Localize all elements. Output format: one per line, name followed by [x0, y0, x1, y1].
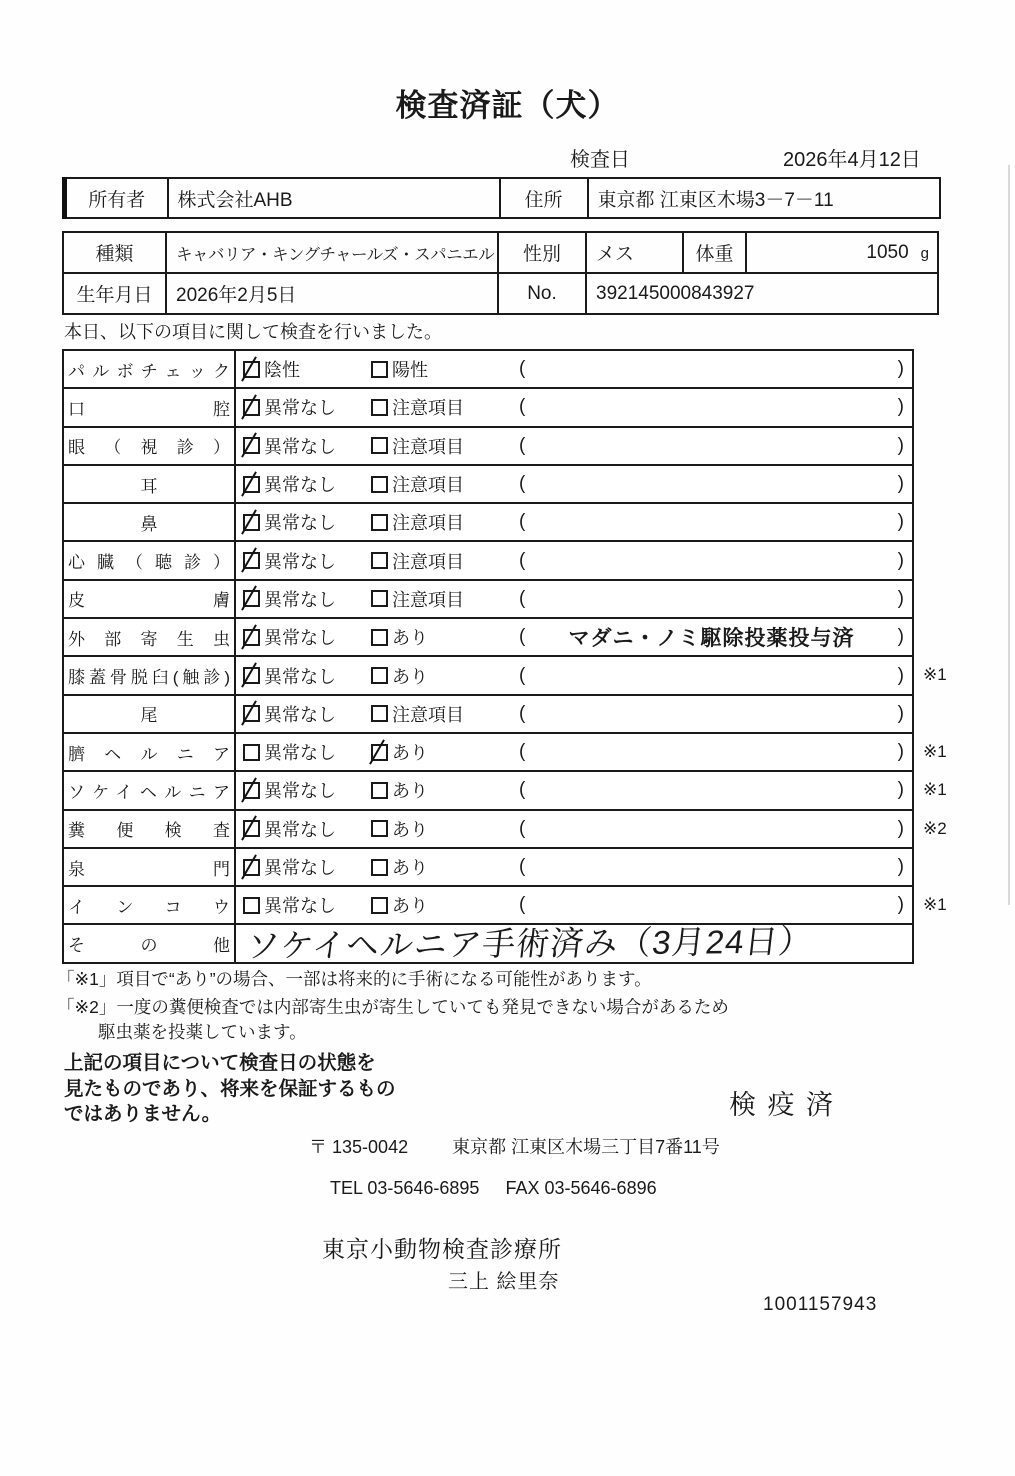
footnote-2-line1: 「※2」一度の糞便検査では内部寄生虫が寄生していても発見できない場合があるため [57, 997, 729, 1017]
check-row-other [64, 922, 912, 965]
checkbox-normal [243, 437, 260, 454]
check-row-inguinal-hernia: ソケイヘルニア 異常なし あり ( ) ※1 [64, 770, 912, 808]
footnote-marker: ※1 [923, 780, 947, 800]
open-paren: ( [519, 856, 526, 877]
scan-artifact-line [1008, 165, 1010, 905]
checkbox-normal [243, 629, 260, 646]
clinic-tel-fax [330, 1178, 657, 1199]
checkbox-label: 陽性 [392, 360, 428, 381]
postal-code: 135-0042 [332, 1137, 409, 1157]
owner-value: 株式会社AHB [168, 178, 500, 218]
intro-text: 本日、以下の項目に関して検査を行いました。 [64, 322, 442, 342]
close-paren: ) [897, 549, 904, 571]
checkbox-present [371, 859, 388, 876]
number-value: 392145000843927 [586, 273, 938, 314]
checkbox-caution [371, 399, 388, 416]
check-item-label: 泉門 [68, 859, 230, 879]
open-paren: ( [519, 626, 526, 648]
check-row-inkou: インコウ 異常なし あり ( ) ※1 [64, 885, 912, 923]
check-row-skin: 皮膚 異常なし 注意項目 ( ) [64, 579, 912, 617]
clinic-postal-address [309, 1133, 720, 1159]
serial-number: 1001157943 [763, 1294, 878, 1315]
close-paren: ) [897, 511, 904, 533]
fax-number: FAX 03-5646-6896 [505, 1178, 657, 1198]
check-row-external-parasites: 外部寄生虫 異常なし あり ( マダニ・ノミ駆除投薬投与済 ) [64, 617, 912, 655]
close-paren: ) [897, 434, 904, 456]
address-label: 住所 [500, 178, 588, 218]
birthdate-label: 生年月日 [63, 273, 166, 314]
check-item-label: 眼（視診） [68, 438, 230, 458]
checkbox-caution [371, 590, 388, 607]
footnote-marker: ※1 [923, 895, 947, 915]
open-paren: ( [519, 587, 526, 609]
checkbox-present [371, 820, 388, 837]
open-paren: ( [519, 511, 526, 533]
sex-value: メス [586, 232, 683, 273]
page-title: 検査済証（犬） [395, 88, 620, 123]
inspection-date-label: 検査日 [570, 149, 630, 171]
open-paren: ( [519, 817, 526, 839]
check-row-heart: 心臓（聴診） 異常なし 注意項目 ( ) [64, 540, 912, 578]
checkbox-normal [243, 590, 260, 607]
checkbox-normal [243, 820, 260, 837]
checkbox-normal [243, 399, 260, 416]
inspection-checklist [62, 349, 947, 965]
checkbox-label: 陰性 [264, 360, 300, 381]
close-paren: ) [897, 587, 904, 609]
check-item-label: 膝蓋骨脱臼(触診) [68, 668, 230, 688]
check-row-umbilical-hernia: 臍ヘルニア 異常なし あり ( ) ※1 [64, 732, 912, 770]
checkbox-normal [243, 514, 260, 531]
breed-label: 種類 [63, 232, 166, 273]
check-row-parvo [64, 351, 912, 387]
close-paren: ) [897, 741, 904, 763]
footnote-marker: ※2 [923, 818, 947, 838]
checkbox-positive [371, 361, 388, 378]
checkbox-caution [371, 437, 388, 454]
clinic-address: 東京都 江東区木場三丁目7番11号 [452, 1137, 720, 1157]
open-paren: ( [519, 396, 526, 418]
footnote-marker: ※1 [923, 741, 947, 761]
checkbox-normal [243, 667, 260, 684]
close-paren: ) [897, 358, 904, 380]
close-paren: ) [897, 626, 904, 648]
check-row-fecal-exam: 糞便検査 異常なし あり ( ) ※2 [64, 809, 912, 847]
checkbox-caution [371, 514, 388, 531]
check-item-label: パルボチェック [68, 361, 230, 381]
quarantine-passed-stamp: 検 疫 済 [729, 1090, 836, 1120]
checkbox-present [371, 744, 388, 761]
check-row-eyes: 眼（視診） 異常なし 注意項目 ( ) [64, 426, 912, 464]
footnote-marker: ※1 [923, 665, 947, 685]
checkbox-caution [371, 552, 388, 569]
open-paren: ( [519, 549, 526, 571]
owner-table [62, 177, 941, 219]
birthdate-value: 2026年2月5日 [166, 273, 498, 314]
open-paren: ( [519, 358, 526, 380]
weight-unit: g [920, 244, 929, 262]
open-paren: ( [519, 664, 526, 686]
check-item-label: 口腔 [68, 399, 230, 419]
disclaimer-text: 上記の項目について検査日の状態を 見たものであり、将来を保証するもの ではありません。 [64, 1052, 396, 1125]
check-item-label: 糞便検査 [68, 821, 230, 841]
open-paren: ( [519, 434, 526, 456]
check-item-label: 心臓（聴診） [68, 553, 230, 573]
checkbox-present [371, 667, 388, 684]
checkbox-caution [371, 476, 388, 493]
address-value: 東京都 江東区木場3－7－11 [588, 178, 940, 218]
pet-info-table [62, 231, 939, 315]
check-item-label: 耳 [140, 476, 158, 496]
postal-mark: 〒 [309, 1137, 327, 1157]
weight-value: 1050 g [746, 232, 938, 273]
footnote-1: 「※1」項目で“あり”の場合、一部は将来的に手術になる可能性があります。 [57, 969, 652, 989]
check-item-label: 鼻 [140, 514, 158, 534]
checkbox-normal [243, 782, 260, 799]
check-row-oral: 口腔 異常なし 注意項目 ( ) [64, 387, 912, 425]
check-row-fontanelle: 泉門 異常なし あり ( ) [64, 847, 912, 885]
close-paren: ) [897, 664, 904, 686]
checkbox-normal [243, 744, 260, 761]
check-row-ears: 耳 異常なし 注意項目 ( ) [64, 464, 912, 502]
checkbox-negative [243, 361, 260, 378]
tel-number: TEL 03-5646-6895 [330, 1178, 480, 1198]
clinic-name: 東京小動物検査診療所 [322, 1236, 562, 1262]
footnote-2-line2: 駆虫薬を投薬しています。 [98, 1022, 307, 1042]
checkbox-present [371, 897, 388, 914]
checkbox-present [371, 782, 388, 799]
open-paren: ( [519, 741, 526, 763]
checkbox-normal [243, 552, 260, 569]
check-item-label: インコウ [68, 897, 230, 917]
checkbox-normal [243, 476, 260, 493]
veterinarian-name: 三上 絵里奈 [448, 1271, 560, 1293]
checkbox-normal [243, 859, 260, 876]
open-paren: ( [519, 702, 526, 724]
check-item-label: 皮膚 [68, 591, 230, 611]
close-paren: ) [897, 817, 904, 839]
close-paren: ) [897, 473, 904, 495]
remark-text: マダニ・ノミ駆除投薬投与済 [568, 627, 855, 651]
check-row-patella: 膝蓋骨脱臼(触診) 異常なし あり ( ) ※1 [64, 655, 912, 693]
close-paren: ) [897, 779, 904, 801]
check-item-label: 外部寄生虫 [68, 629, 230, 649]
open-paren: ( [519, 473, 526, 495]
open-paren: ( [519, 779, 526, 801]
open-paren: ( [519, 894, 526, 916]
check-row-tail: 尾 異常なし 注意項目 ( ) [64, 694, 912, 732]
checkbox-normal [243, 705, 260, 722]
sex-label: 性別 [498, 232, 586, 273]
check-item-label: 臍ヘルニア [68, 744, 230, 764]
checkbox-normal [243, 897, 260, 914]
inspection-date-value: 2026年4月12日 [783, 149, 921, 171]
number-label: No. [498, 273, 586, 314]
check-item-label: ソケイヘルニア [68, 782, 230, 802]
check-row-nose: 鼻 異常なし 注意項目 ( ) [64, 502, 912, 540]
check-item-label: 尾 [140, 706, 158, 726]
weight-label: 体重 [683, 232, 746, 273]
close-paren: ) [897, 702, 904, 724]
handwritten-note: ソケイヘルニア手術済み（3月24日） [244, 922, 815, 965]
close-paren: ) [897, 894, 904, 916]
checkbox-caution [371, 705, 388, 722]
check-item-label: その他 [68, 936, 230, 956]
close-paren: ) [897, 856, 904, 877]
breed-value: キャバリア・キングチャールズ・スパニエル [166, 232, 498, 273]
owner-label: 所有者 [65, 178, 168, 218]
checkbox-present [371, 629, 388, 646]
close-paren: ) [897, 396, 904, 418]
